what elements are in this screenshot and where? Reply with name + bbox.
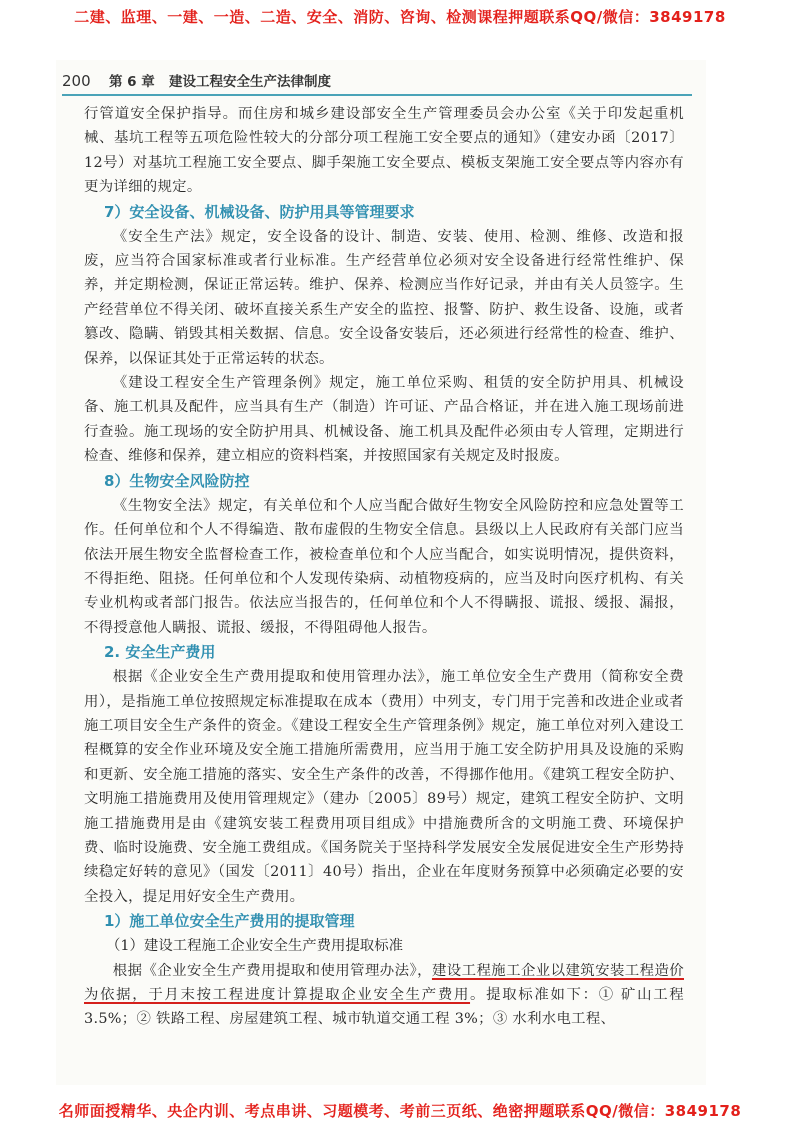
paragraph-text: 根据《企业安全生产费用提取和使用管理办法》，: [112, 962, 432, 979]
page-header: [62, 70, 702, 92]
underlined-text: 建设工程施工企业以建筑安装工程造价为依据，于月末按工程进度计算提取企业安全生产费用: [84, 962, 684, 1003]
subheading: （1）建设工程施工企业安全生产费用提取标准: [106, 938, 403, 955]
section-heading: 2. 安全生产费用: [104, 643, 216, 662]
bottom-promo-banner: 名师面授精华、央企内训、考点串讲、习题模考、考前三页纸、绝密押题联系QQ/微信：3849178: [58, 1102, 742, 1120]
chapter-number: 第 6 章: [108, 74, 155, 90]
page-number: 200: [62, 72, 91, 90]
top-promo-banner: 二建、监理、一建、一造、二造、安全、消防、咨询、检测课程押题联系QQ/微信：3849178: [74, 8, 726, 26]
paragraph: 《安全生产法》规定，安全设备的设计、制造、安装、使用、检测、维修、改造和报废，应当符合国家标准或者行业标准。生产经营单位必须对安全设备进行经常性维护、保养，并定期检测，保证正常运转。维护、保养、检测应当作好记录，并由有关人员签字。生产经营单位不得关闭、破坏直接关系生产安全的监控、报警、防护、救生设备、设施，或者篡改、隐瞒、销毁其相关数据、信息。安全设备安装后，还必须进行经常性的检查、维护、保养，以保证其处于正常运转的状态。: [84, 228, 684, 367]
paragraph: [84, 959, 684, 1032]
paragraph: 《建设工程安全生产管理条例》规定，施工单位采购、租赁的安全防护用具、机械设备、施工机具及配件，应当具有生产（制造）许可证、产品合格证，并在进入施工现场前进行查验。施工现场的安全防护用具、机械设备、施工机具及配件必须由专人管理，定期进行检查、维修和保养，建立相应的资料档案，并按照国家有关规定及时报废。: [84, 375, 684, 465]
section-heading: 7）安全设备、机械设备、防护用具等管理要求: [104, 202, 415, 221]
paragraph: 《生物安全法》规定，有关单位和个人应当配合做好生物安全风险防控和应急处置等工作。任何单位和个人不得编造、散布虚假的生物安全信息。县级以上人民政府有关部门应当依法开展生物安全监督检查工作，被检查单位和个人应当配合，如实说明情况，提供资料，不得拒绝、阻挠。任何单位和个人发现传染病、动植物疫病的，应当及时向医疗机构、有关专业机构或者部门报告。依法应当报告的，任何单位和个人不得瞒报、谎报、缓报、漏报，不得授意他人瞒报、谎报、缓报，不得阻碍他人报告。: [84, 497, 684, 636]
section-heading: 1）施工单位安全生产费用的提取管理: [104, 912, 355, 931]
section-heading: 8）生物安全风险防控: [104, 471, 250, 490]
page-body: [84, 102, 684, 1032]
paragraph-text: 。提取标准如下：① 矿山工程 3.5%；② 铁路工程、房屋建筑工程、城市轨道交通工程 3%；③ 水利水电工程、: [84, 987, 685, 1028]
paragraph: 根据《企业安全生产费用提取和使用管理办法》，施工单位安全生产费用（简称安全费用），是指施工单位按照规定标准提取在成本（费用）中列支，专门用于完善和改进企业或者施工项目安全生产条件的资金。《建设工程安全生产管理条例》规定，施工单位对列入建设工程概算的安全作业环境及安全施工措施所需费用，应当用于施工安全防护用具及设施的采购和更新、安全施工措施的落实、安全生产条件的改善，不得挪作他用。《建筑工程安全防护、文明施工措施费用及使用管理规定》（建办〔2005〕89号）规定，建筑工程安全防护、文明施工措施费用是由《建筑安装工程费用项目组成》中措施费所含的文明施工费、环境保护费、临时设施费、安全施工费组成。《国务院关于坚持科学发展安全发展促进安全生产形势持续稳定好转的意见》（国发〔2011〕40号）指出，企业在年度财务预算中必须确定必要的安全投入，提足用好安全生产费用。: [84, 669, 684, 905]
paragraph: 行管道安全保护指导。而住房和城乡建设部安全生产管理委员会办公室《关于印发起重机械、基坑工程等五项危险性较大的分部分项工程施工安全要点的通知》（建安办函〔2017〕12号）对基坑工程施工安全要点、脚手架施工安全要点、模板支架施工安全要点等内容亦有更为详细的规定。: [84, 106, 684, 196]
header-rule: [62, 94, 692, 96]
chapter-title: 建设工程安全生产法律制度: [169, 74, 332, 90]
